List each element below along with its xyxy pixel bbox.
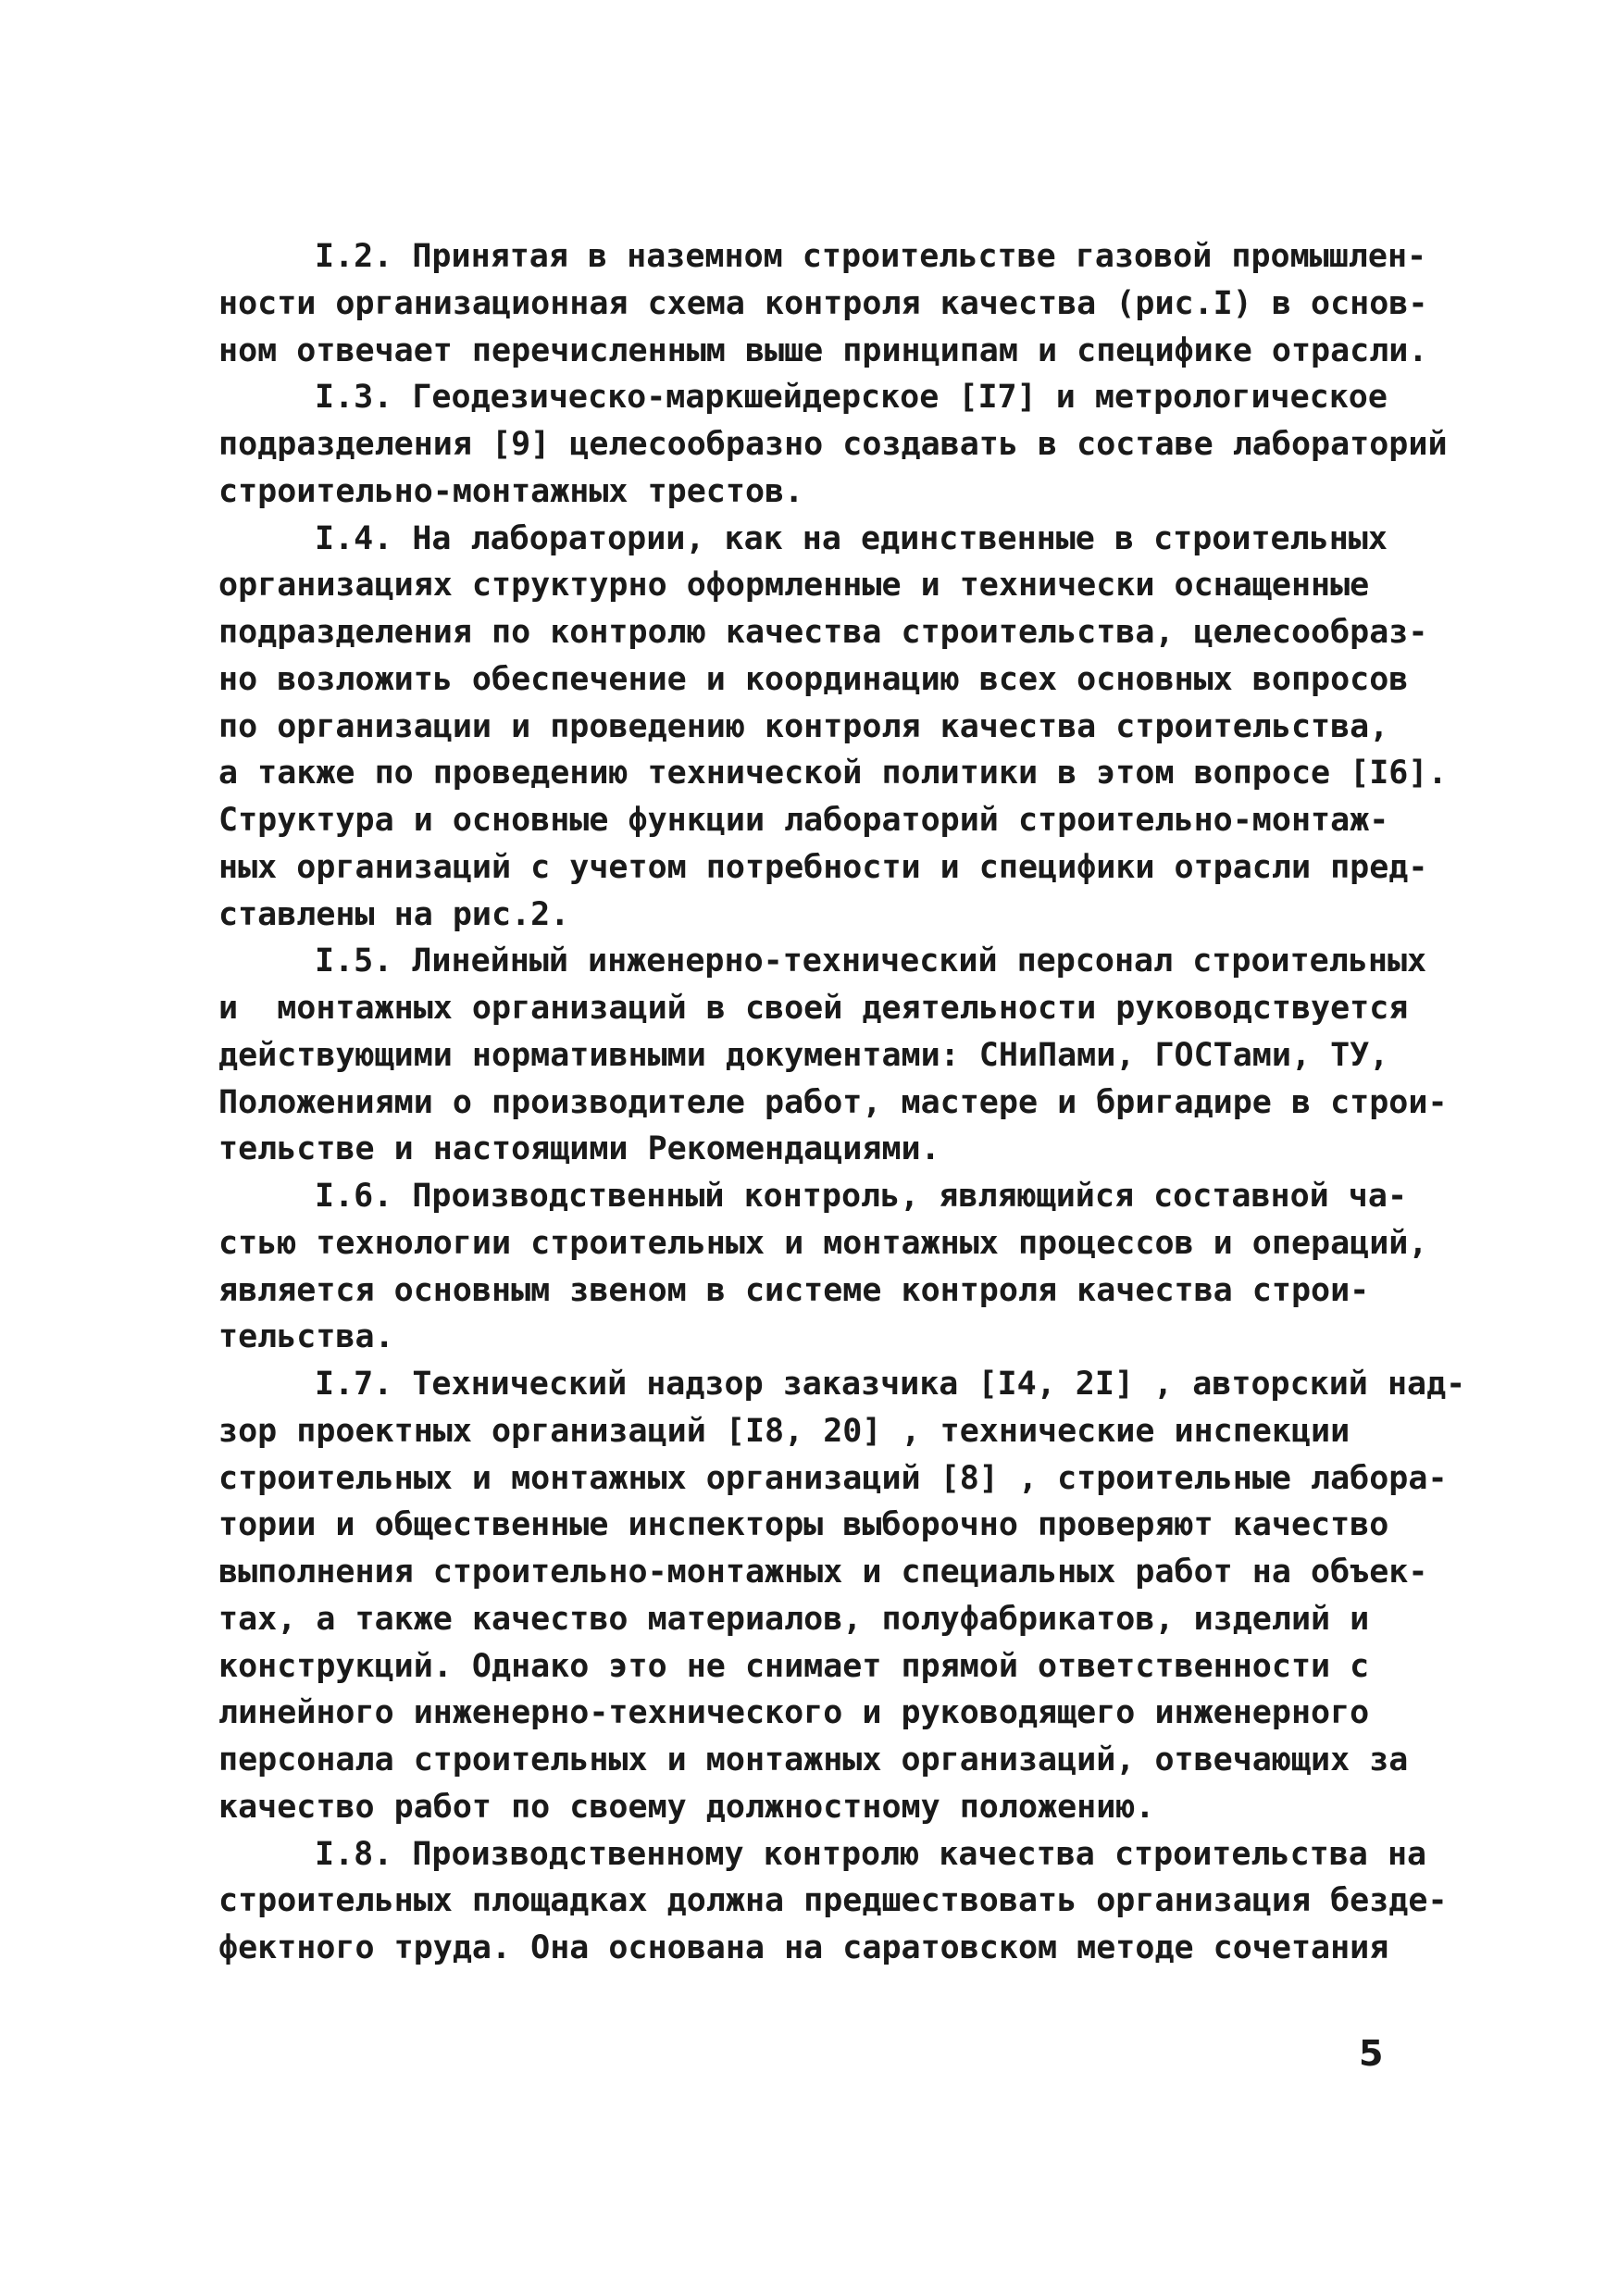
paragraph-1-7-line: тах, а также качество материалов, полуфабрикатов, изделий и [218,1600,1370,1638]
paragraph-1-6-line: является основным звеном в системе контроля качества строи- [218,1271,1370,1309]
page-number: 5 [1359,2033,1384,2074]
paragraph-1-5-line: тельстве и настоящими Рекомендациями. [218,1130,940,1168]
paragraph-1-3-line: строительно-монтажных трестов. [218,472,804,510]
paragraph-1-5-line: и монтажных организаций в своей деятельности руководствуется [218,990,1409,1027]
paragraph-1-7-line: персонала строительных и монтажных организаций, отвечающих за [218,1741,1409,1778]
paragraph-1-5-line: Положениями о производителе работ, мастере и бригадире в строи- [218,1083,1448,1121]
paragraph-1-4-line: подразделения по контролю качества строительства, целесообраз- [218,614,1428,651]
paragraph-1-7-line: зор проектных организаций [I8, 20] , технические инспекции [218,1412,1350,1450]
paragraph-1-7-line: качество работ по своему должностному положению. [218,1788,1155,1826]
paragraph-1-3-line: подразделения [9] целесообразно создавать в составе лабораторий [218,426,1448,463]
paragraph-1-3-line: I.3. Геодезическо-маркшейдерское [I7] и метрологическое [315,379,1388,417]
paragraph-1-7-line: строительных и монтажных организаций [8] , строительные лабора- [218,1459,1448,1497]
paragraph-1-2-line: I.2. Принятая в наземном строительстве газовой промышлен- [315,238,1427,275]
paragraph-1-4-line: организациях структурно оформленные и технически оснащенные [218,567,1370,605]
paragraph-1-4-line: ставлены на рис.2. [218,895,570,933]
paragraph-1-6-line: тельства. [218,1318,394,1356]
paragraph-1-4-line: I.4. На лаборатории, как на единственные в строительных [315,519,1388,557]
paragraph-1-7-line: I.7. Технический надзор заказчика [I4, 2I] , авторский над- [315,1366,1466,1403]
paragraph-1-5-line: действующими нормативными документами: СНиПами, ГОСТами, ТУ, [218,1036,1389,1074]
paragraph-1-5-line: I.5. Линейный инженерно-технический персонал строительных [315,942,1427,980]
paragraph-1-2-line: ном отвечает перечисленным выше принципам и специфике отрасли. [218,331,1428,369]
paragraph-1-4-line: но возложить обеспечение и координацию всех основных вопросов [218,660,1409,698]
paragraph-1-8-line: строительных площадках должна предшествовать организация безде- [218,1882,1448,1920]
paragraph-1-6-line: I.6. Производственный контроль, являющийся составной ча- [315,1178,1408,1215]
paragraph-1-7-line: выполнения строительно-монтажных и специальных работ на объек- [218,1554,1428,1591]
paragraph-1-4-line: Структура и основные функции лабораторий строительно-монтаж- [218,802,1389,839]
paragraph-1-7-line: тории и общественные инспекторы выборочно проверяют качество [218,1506,1389,1544]
paragraph-1-7-line: конструкций. Однако это не снимает прямой ответственности с [218,1647,1370,1685]
paragraph-1-4-line: по организации и проведению контроля качества строительства, [218,707,1389,745]
body-text [218,233,1466,1972]
paragraph-1-8-line: фектного труда. Она основана на саратовском методе сочетания [218,1929,1389,1966]
paragraph-1-4-line: ных организаций с учетом потребности и специфики отрасли пред- [218,848,1428,886]
paragraph-1-2-line: ности организационная схема контроля качества (рис.I) в основ- [218,284,1428,322]
paragraph-1-6-line: стью технологии строительных и монтажных процессов и операций, [218,1224,1428,1262]
paragraph-1-8-line: I.8. Производственному контролю качества строительства на [315,1835,1427,1873]
paragraph-1-4-line: а также по проведению технической политики в этом вопросе [I6]. [218,755,1448,792]
paragraph-1-7-line: линейного инженерно-технического и руководящего инженерного [218,1694,1370,1732]
